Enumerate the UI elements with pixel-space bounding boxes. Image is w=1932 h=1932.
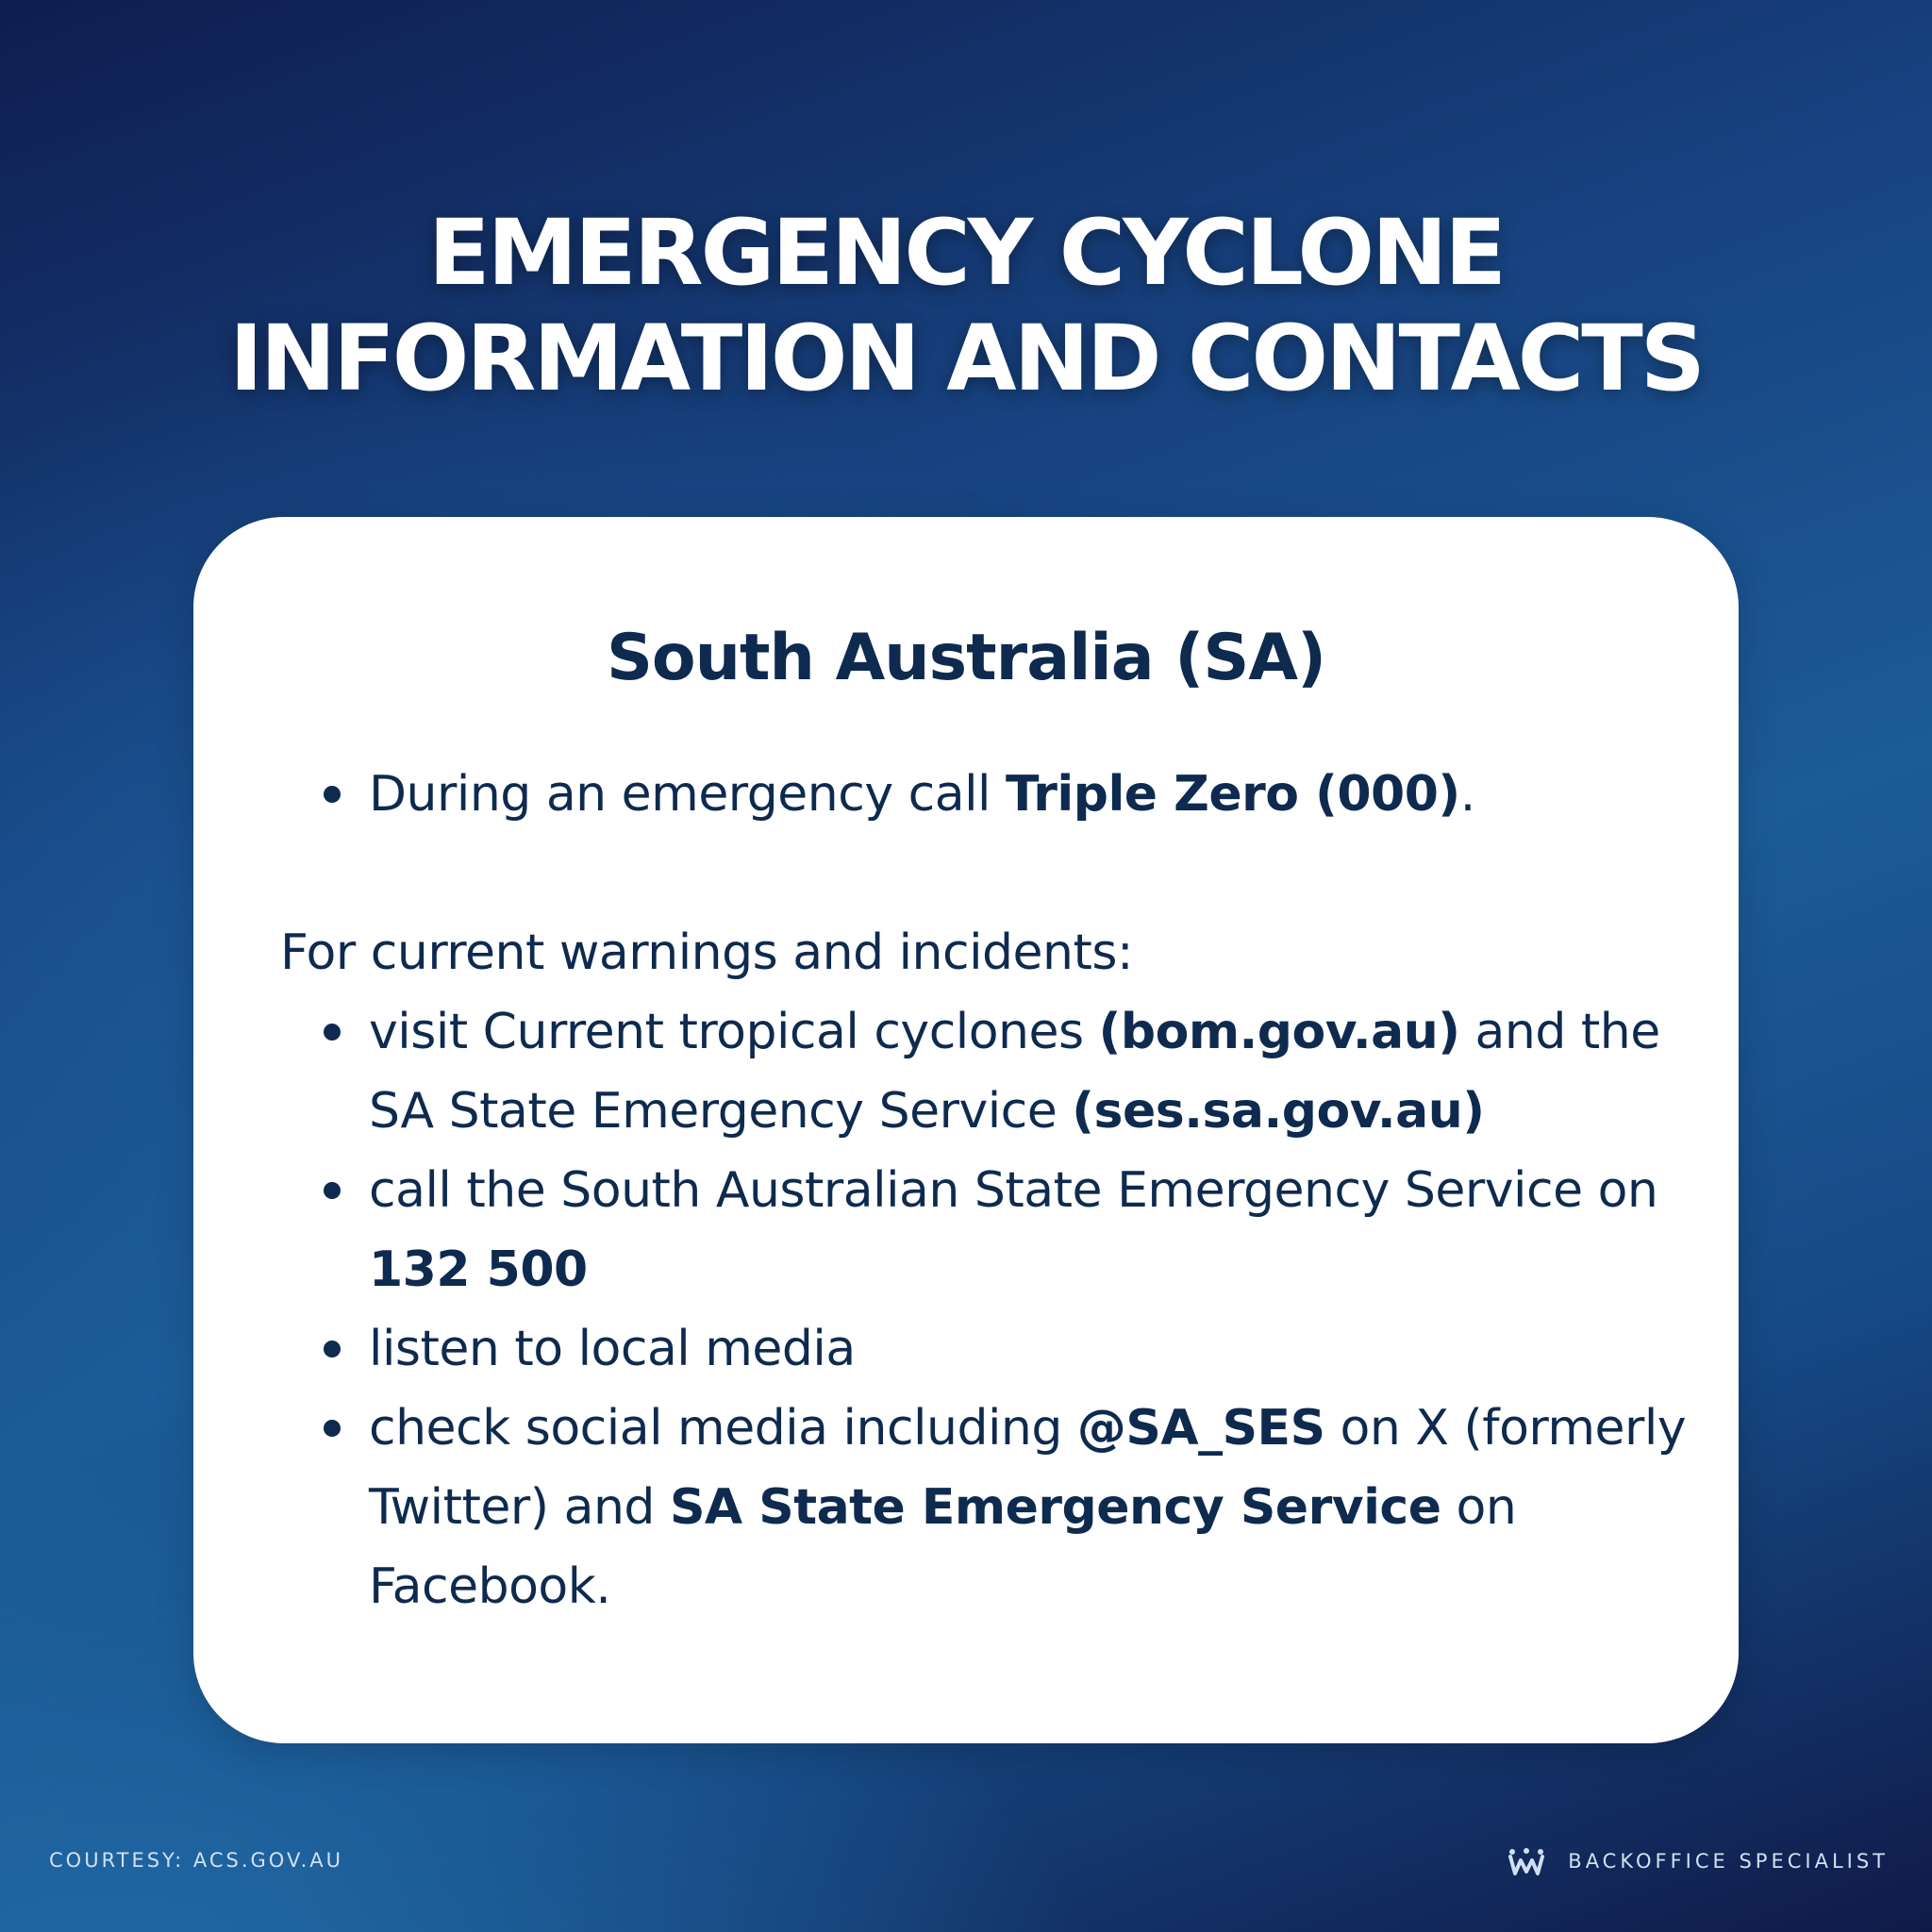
courtesy-text: COURTESY: ACS.GOV.AU <box>49 1849 344 1872</box>
list-item: call the South Australian State Emergency Service on 132 500 <box>369 1151 1690 1309</box>
emergency-list <box>369 755 1690 834</box>
title-line-2: INFORMATION AND CONTACTS <box>229 306 1703 411</box>
bom-link[interactable]: (bom.gov.au) <box>1098 1004 1460 1060</box>
region-heading: South Australia (SA) <box>606 621 1326 695</box>
list-item: During an emergency call Triple Zero (000). <box>369 755 1690 834</box>
list-item: visit Current tropical cyclones (bom.gov.au) and the SA State Emergency Service (ses.sa.gov.au) <box>369 992 1690 1151</box>
bullet-icon <box>324 1182 341 1199</box>
bullet-icon <box>324 1420 341 1437</box>
emergency-number: Triple Zero (000) <box>1006 766 1460 823</box>
bullet-icon <box>324 1341 341 1357</box>
twitter-handle: @SA_SES <box>1076 1400 1325 1457</box>
bullet-icon <box>324 786 341 803</box>
brand-footer <box>1507 1847 1889 1875</box>
warnings-intro: For current warnings and incidents: <box>280 924 1134 981</box>
list-item: check social media including @SA_SES on X (formerly Twitter) and SA State Emergency Service on Facebook. <box>369 1389 1690 1626</box>
page-title <box>0 200 1932 411</box>
title-line-1: EMERGENCY CYCLONE <box>428 200 1504 306</box>
ses-link[interactable]: (ses.sa.gov.au) <box>1072 1083 1485 1140</box>
brand-name: BACKOFFICE SPECIALIST <box>1568 1850 1889 1873</box>
facebook-page: SA State Emergency Service <box>669 1479 1441 1536</box>
bullet-icon <box>324 1024 341 1041</box>
info-card <box>193 517 1739 1743</box>
warnings-list <box>369 992 1690 1626</box>
list-item: listen to local media <box>369 1309 1690 1389</box>
brand-logo-icon <box>1507 1847 1545 1875</box>
ses-phone-number: 132 500 <box>369 1241 588 1298</box>
